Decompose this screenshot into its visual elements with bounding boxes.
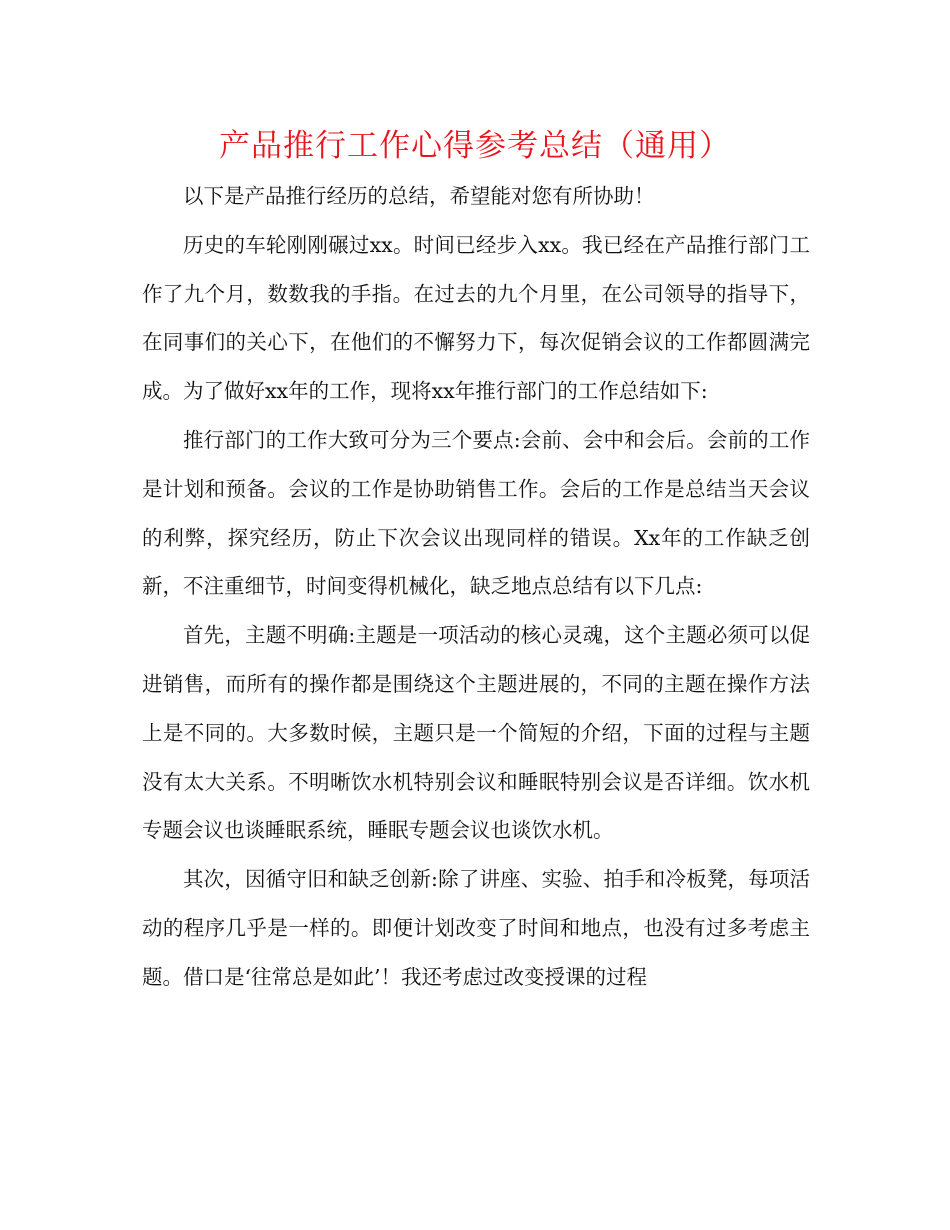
paragraph-intro: 以下是产品推行经历的总结，希望能对您有所协助！ (183, 184, 655, 208)
document-title: 产品推行工作心得参考总结（通用） (219, 128, 731, 164)
paragraph-first-point: 首先，主题不明确:主题是一项活动的核心灵魂，这个主题必须可以促进销售，而所有的操作都是围绕这个主题进展的，不同的主题在操作方法上是不同的。大多数时候，主题只是一个简短的介绍，下面的过程与主题没有太大关系。不明晰饮水机特别会议和睡眠特别会议是否详细。饮水机专题会议也谈睡眠系统，睡眠专题会议也谈饮水机。 (142, 623, 810, 843)
paragraph-second-point: 其次，因循守旧和缺乏创新:除了讲座、实验、拍手和冷板凳，每项活动的程序几乎是一样的。即便计划改变了时间和地点，也没有过多考虑主题。借口是‘往常总是如此’！我还考虑过改变授课的过程 (142, 867, 810, 989)
paragraph-history: 历史的车轮刚刚碾过xx。时间已经步入xx。我已经在产品推行部门工作了九个月，数数我的手指。在过去的九个月里，在公司领导的指导下，在同事们的关心下，在他们的不懈努力下，每次促销会议的工作都圆满完成。为了做好xx年的工作，现将xx年推行部门的工作总结如下: (142, 232, 810, 404)
document-body (142, 172, 810, 1002)
paragraph-department-work: 推行部门的工作大致可分为三个要点:会前、会中和会后。会前的工作是计划和预备。会议的工作是协助销售工作。会后的工作是总结当天会议的利弊，探究经历，防止下次会议出现同样的错误。Xx年的工作缺乏创新，不注重细节，时间变得机械化，缺乏地点总结有以下几点: (142, 427, 810, 599)
